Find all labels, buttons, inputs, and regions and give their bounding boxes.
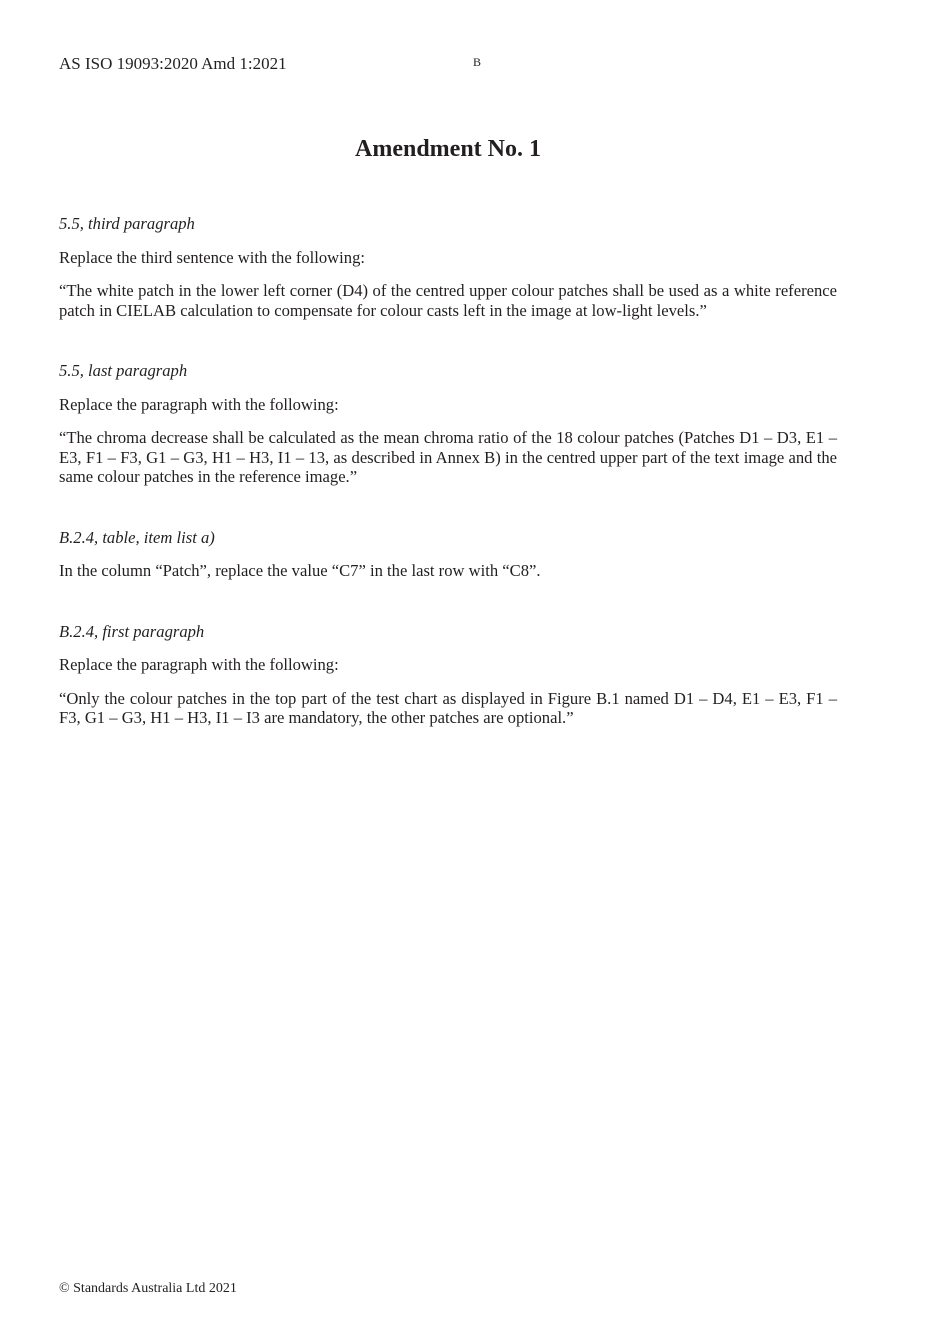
page-label: B [473, 55, 482, 69]
replacement-text: “The chroma decrease shall be calculated as the mean chroma ratio of the 18 colour patches (Patches D1 – D3, E1 – E3, F1 – F3, G1 – G3, H1 – H3, I1 – 13, as described in Annex B) in the centred upper part of the text image and the same colour patches in the reference image.” [59, 428, 837, 486]
replacement-text: “The white patch in the lower left corner (D4) of the centred upper colour patches shall be used as a white reference patch in CIELAB calculation to compensate for colour casts left in the image at low-light levels.” [59, 281, 837, 320]
amendment-instruction: Replace the paragraph with the following: [59, 394, 339, 414]
replacement-text: “Only the colour patches in the top part of the test chart as displayed in Figure B.1 named D1 – D4, E1 – E3, F1 – F3, G1 – G3, H1 – H3, I1 – I3 are mandatory, the other patches are optional.” [59, 688, 837, 727]
amendment-content [59, 214, 837, 769]
copyright-notice: © Standards Australia Ltd 2021 [59, 1281, 237, 1296]
page-title: Amendment No. 1 [355, 136, 541, 162]
amendment-instruction: Replace the paragraph with the following: [59, 655, 339, 674]
clause-reference: B.2.4, first paragraph [59, 621, 205, 641]
clause-reference: B.2.4, table, item list a) [59, 527, 215, 547]
amendment-instruction: In the column “Patch”, replace the value “C7” in the last row with “C8”. [59, 561, 541, 580]
clause-reference: 5.5, last paragraph [59, 361, 188, 380]
amendment-section-4 [59, 622, 837, 728]
amendment-section-3 [59, 528, 837, 581]
clause-reference: 5.5, third paragraph [59, 214, 195, 233]
amendment-instruction: Replace the third sentence with the following: [59, 247, 365, 267]
document-identifier: AS ISO 19093:2020 Amd 1:2021 [59, 54, 287, 73]
amendment-section-1 [59, 214, 837, 320]
amendment-section-2 [59, 361, 837, 487]
